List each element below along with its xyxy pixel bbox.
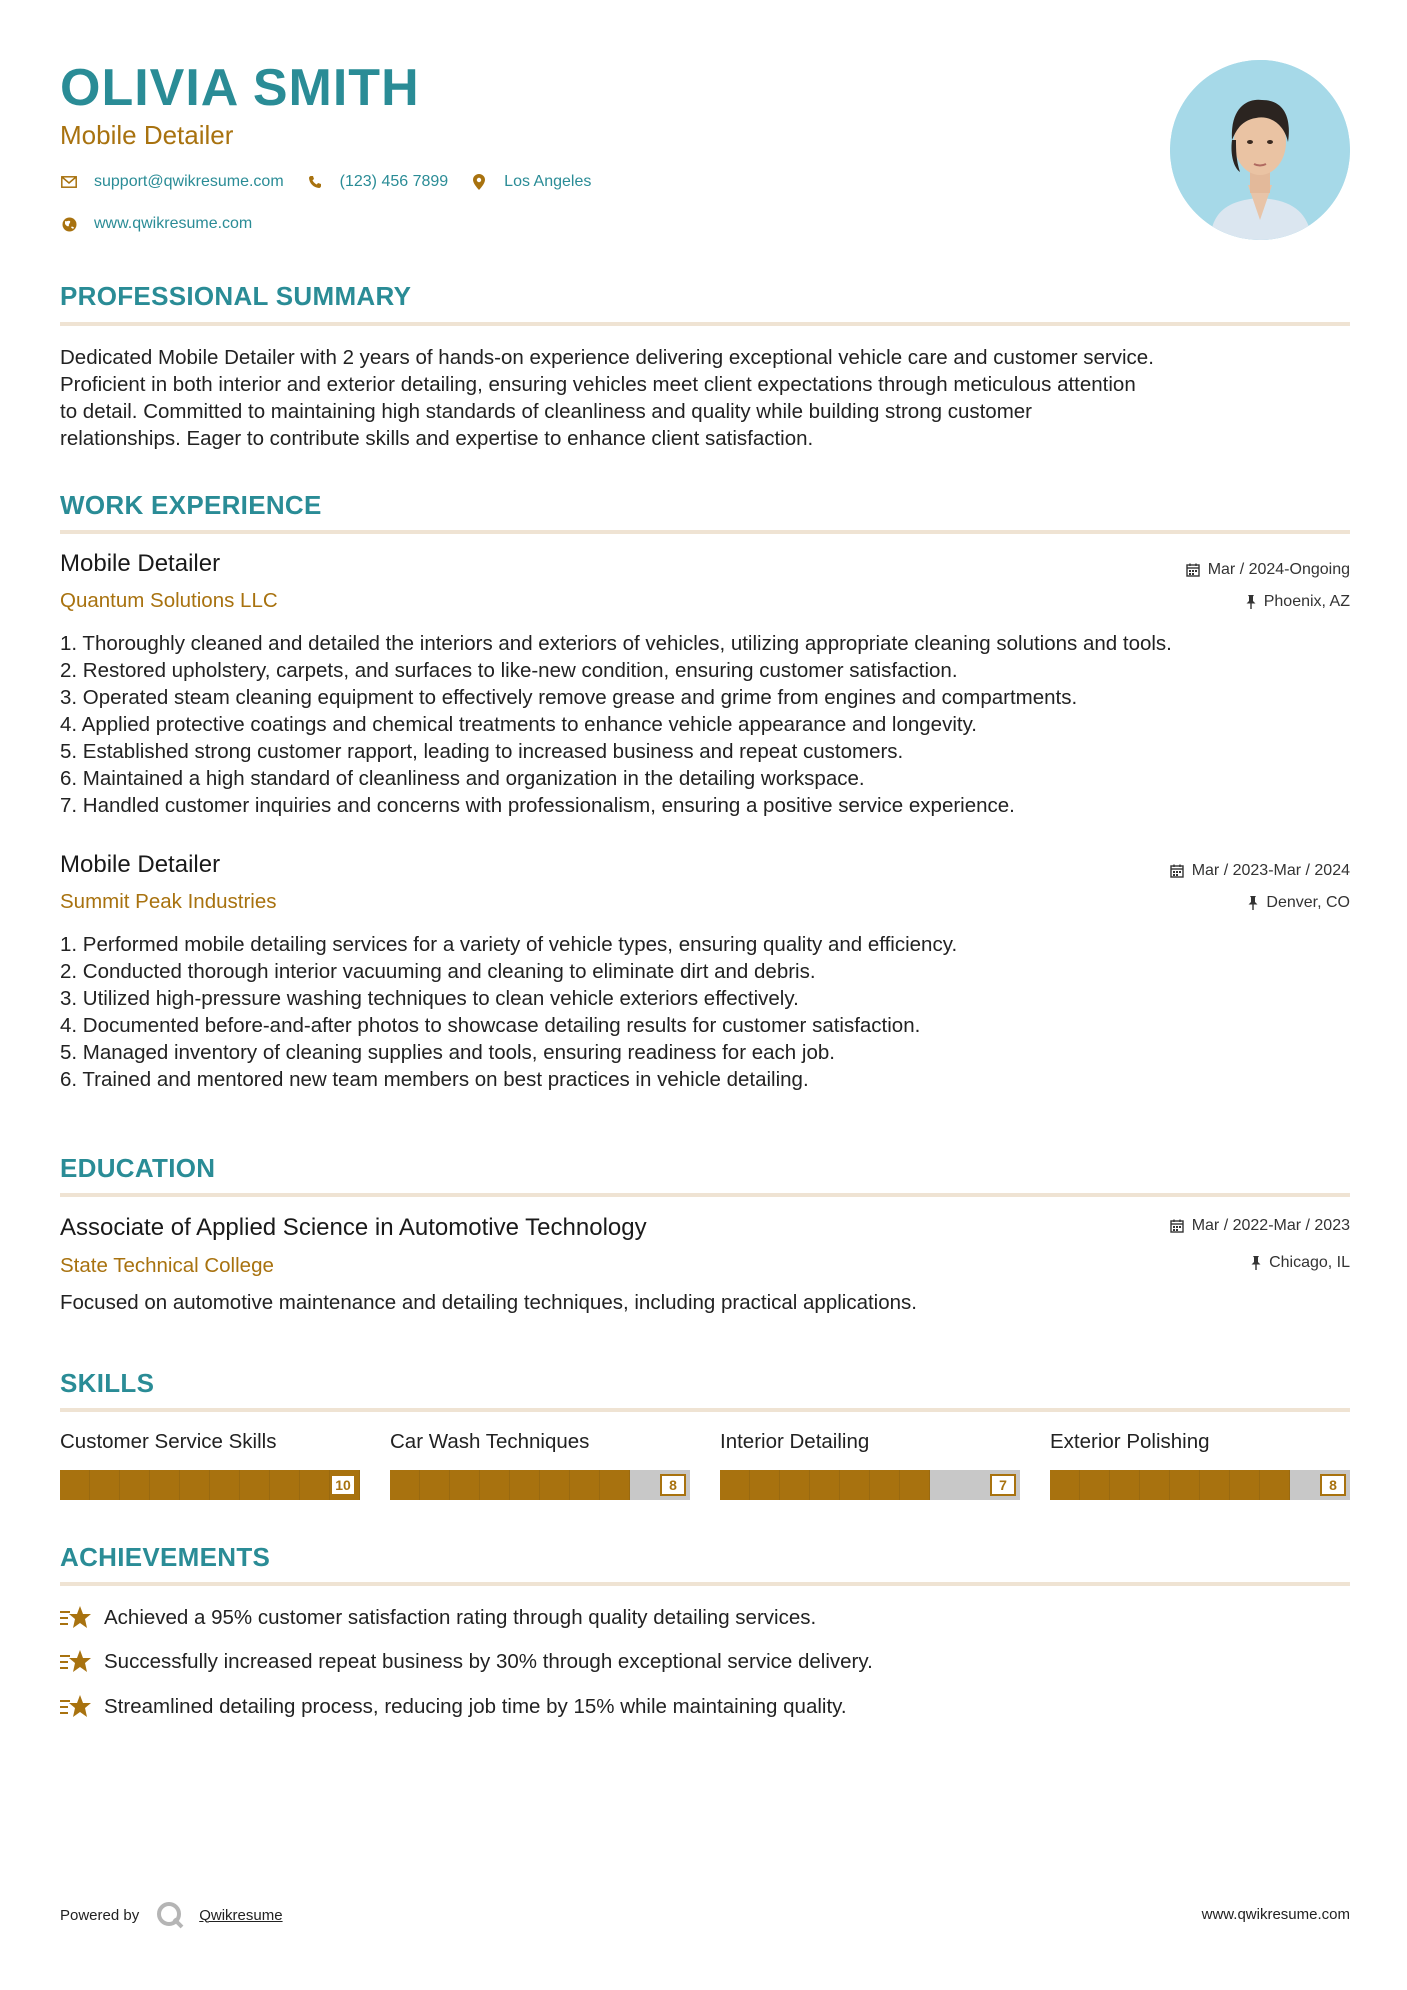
skill-level-segment: [1110, 1470, 1140, 1500]
skill-level-segment: [120, 1470, 150, 1500]
skill-level-segment: [750, 1470, 780, 1500]
experience-heading: WORK EXPERIENCE: [60, 490, 322, 520]
portrait-illustration: [1170, 60, 1350, 240]
section-divider: [60, 322, 1350, 326]
list-item: 7. Handled customer inquiries and concerns with professionalism, ensuring a positive service experience.: [60, 794, 1015, 817]
section-divider: [60, 1582, 1350, 1586]
skill-level-segment: [450, 1470, 480, 1500]
achievement-item: [60, 1604, 816, 1632]
skill-level-segment: [1260, 1470, 1290, 1500]
job-bullets: [60, 630, 1350, 819]
skill-level-segment: [390, 1470, 420, 1500]
contact-website[interactable]: [60, 215, 252, 233]
skill-level-segment: [600, 1470, 630, 1500]
skill-level-segment: [1170, 1470, 1200, 1500]
list-item: 1. Performed mobile detailing services for a variety of vehicle types, ensuring quality and efficiency.: [60, 933, 958, 956]
job-dates-text: Mar / 2024-Ongoing: [1207, 561, 1350, 578]
degree-title: Associate of Applied Science in Automotive Technology: [60, 1214, 647, 1241]
skill-name: Interior Detailing: [720, 1430, 870, 1453]
achievement-text: Successfully increased repeat business by 30% through exceptional service delivery.: [104, 1650, 873, 1673]
footer-website[interactable]: www.qwikresume.com: [1201, 1906, 1350, 1923]
skill-level-segment: [1050, 1470, 1080, 1500]
job-location: [1246, 593, 1350, 611]
contact-phone[interactable]: [306, 173, 449, 191]
skill-item: [60, 1430, 360, 1500]
education-location-text: Chicago, IL: [1269, 1254, 1350, 1271]
skill-item: [390, 1430, 690, 1500]
skill-level-segment: [510, 1470, 540, 1500]
skill-level-segment: [180, 1470, 210, 1500]
list-item: 2. Restored upholstery, carpets, and surfaces to like-new condition, ensuring customer satisfaction.: [60, 659, 958, 682]
candidate-title: Mobile Detailer: [60, 120, 234, 150]
job-dates: [1170, 862, 1350, 880]
qwikresume-logo-icon: [155, 1900, 185, 1930]
skill-level-segment: [420, 1470, 450, 1500]
phone-text: (123) 456 7899: [339, 173, 449, 190]
skill-level-segment: [210, 1470, 240, 1500]
skill-level-segment: [60, 1470, 90, 1500]
pushpin-icon: [1251, 1256, 1261, 1270]
school-name: State Technical College: [60, 1254, 274, 1277]
list-item: 4. Applied protective coatings and chemical treatments to enhance vehicle appearance and longevity.: [60, 713, 978, 736]
calendar-icon: [1170, 864, 1184, 878]
job-location-text: Denver, CO: [1266, 894, 1350, 911]
list-item: 3. Utilized high-pressure washing techniques to clean vehicle exteriors effectively.: [60, 987, 799, 1010]
skill-level-bar: [390, 1470, 690, 1500]
skill-level-segment: [840, 1470, 870, 1500]
skill-level-segment: [570, 1470, 600, 1500]
pushpin-icon: [1248, 896, 1258, 910]
job-location-text: Phoenix, AZ: [1263, 593, 1350, 610]
summary-line: to detail. Committed to maintaining high standards of cleanliness and quality while building strong customer: [60, 400, 1033, 423]
education-description: Focused on automotive maintenance and detailing techniques, including practical applications.: [60, 1291, 917, 1314]
contact-row-website: [60, 215, 274, 233]
skill-level-segment: [720, 1470, 750, 1500]
profile-photo: [1170, 60, 1350, 240]
achievement-text: Streamlined detailing process, reducing job time by 15% while maintaining quality.: [104, 1695, 847, 1718]
skill-level-badge: 7: [990, 1474, 1016, 1496]
list-item: 3. Operated steam cleaning equipment to effectively remove grease and grime from engines and compartments.: [60, 686, 1078, 709]
location-text: Los Angeles: [504, 173, 592, 190]
list-item: 4. Documented before-and-after photos to showcase detailing results for customer satisfaction.: [60, 1014, 921, 1037]
contact-email[interactable]: [60, 173, 284, 191]
skill-name: Car Wash Techniques: [390, 1430, 590, 1453]
summary-text: [60, 344, 1350, 452]
star-badge-icon: [60, 1604, 92, 1632]
calendar-icon: [1170, 1219, 1184, 1233]
skill-level-segment: [810, 1470, 840, 1500]
list-item: 6. Trained and mentored new team members on best practices in vehicle detailing.: [60, 1068, 809, 1091]
list-item: 2. Conducted thorough interior vacuuming and cleaning to eliminate dirt and debris.: [60, 960, 816, 983]
achievement-text: Achieved a 95% customer satisfaction rating through quality detailing services.: [104, 1606, 817, 1629]
job-dates-text: Mar / 2023-Mar / 2024: [1191, 862, 1350, 879]
summary-line: relationships. Eager to contribute skills and expertise to enhance client satisfaction.: [60, 427, 814, 450]
pushpin-icon: [1246, 595, 1256, 609]
summary-line: Proficient in both interior and exterior detailing, ensuring vehicles meet client expectations through meticulous attention: [60, 373, 1136, 396]
skill-name: Customer Service Skills: [60, 1430, 277, 1453]
skill-level-segment: [870, 1470, 900, 1500]
education-heading: EDUCATION: [60, 1153, 216, 1183]
skill-level-segment: [900, 1470, 930, 1500]
skill-level-badge: 10: [330, 1474, 356, 1496]
powered-by-label: Powered by: [60, 1906, 140, 1924]
skill-item: [720, 1430, 1020, 1500]
star-badge-icon: [60, 1648, 92, 1676]
star-badge-icon: [60, 1693, 92, 1721]
email-text: support@qwikresume.com: [94, 173, 284, 190]
list-item: 5. Established strong customer rapport, leading to increased business and repeat customers.: [60, 740, 904, 763]
achievements-heading: ACHIEVEMENTS: [60, 1542, 271, 1572]
list-item: 5. Managed inventory of cleaning supplies and tools, ensuring readiness for each job.: [60, 1041, 835, 1064]
education-dates-text: Mar / 2022-Mar / 2023: [1191, 1217, 1350, 1234]
skill-level-segment: [1140, 1470, 1170, 1500]
website-text: www.qwikresume.com: [94, 215, 253, 232]
skills-heading: SKILLS: [60, 1368, 155, 1398]
contact-row: [60, 173, 613, 191]
job-title: Mobile Detailer: [60, 550, 221, 577]
skill-level-segment: [480, 1470, 510, 1500]
calendar-icon: [1186, 563, 1200, 577]
education-dates: [1170, 1217, 1350, 1235]
contact-location: [470, 173, 591, 191]
skill-level-bar: [60, 1470, 360, 1500]
summary-line: Dedicated Mobile Detailer with 2 years of hands-on experience delivering exceptional vehicle care and customer service.: [60, 346, 1154, 369]
job-title: Mobile Detailer: [60, 851, 221, 878]
map-pin-icon: [470, 173, 488, 191]
globe-icon: [60, 215, 78, 233]
skill-level-segment: [1200, 1470, 1230, 1500]
skill-level-segment: [300, 1470, 330, 1500]
skill-level-bar: [720, 1470, 1020, 1500]
skill-level-segment: [240, 1470, 270, 1500]
skill-level-segment: [1080, 1470, 1110, 1500]
skill-level-segment: [150, 1470, 180, 1500]
job-bullets: [60, 931, 1350, 1093]
skill-level-segment: [780, 1470, 810, 1500]
mail-icon: [60, 173, 78, 191]
footer-powered-by: [60, 1900, 283, 1930]
phone-icon: [306, 173, 324, 191]
skill-level-bar: [1050, 1470, 1350, 1500]
list-item: 6. Maintained a high standard of cleanliness and organization in the detailing workspace.: [60, 767, 865, 790]
candidate-name: OLIVIA SMITH: [60, 59, 420, 117]
section-divider: [60, 1193, 1350, 1197]
skill-name: Exterior Polishing: [1050, 1430, 1210, 1453]
job-company: Summit Peak Industries: [60, 890, 277, 913]
education-location: [1251, 1254, 1350, 1272]
achievement-item: [60, 1648, 873, 1676]
resume-page: [60, 0, 1350, 1990]
achievement-item: [60, 1693, 847, 1721]
brand-link[interactable]: Qwikresume: [199, 1906, 283, 1924]
job-dates: [1186, 561, 1350, 579]
skill-level-segment: [1230, 1470, 1260, 1500]
skill-level-badge: 8: [660, 1474, 686, 1496]
skill-level-segment: [90, 1470, 120, 1500]
job-company: Quantum Solutions LLC: [60, 589, 278, 612]
section-divider: [60, 530, 1350, 534]
skill-level-segment: [270, 1470, 300, 1500]
list-item: 1. Thoroughly cleaned and detailed the interiors and exteriors of vehicles, utilizing appropriate cleaning solutions and tools.: [60, 632, 1172, 655]
summary-heading: PROFESSIONAL SUMMARY: [60, 281, 412, 311]
skill-item: [1050, 1430, 1350, 1500]
skill-level-badge: 8: [1320, 1474, 1346, 1496]
job-location: [1248, 894, 1350, 912]
skill-level-segment: [540, 1470, 570, 1500]
section-divider: [60, 1408, 1350, 1412]
